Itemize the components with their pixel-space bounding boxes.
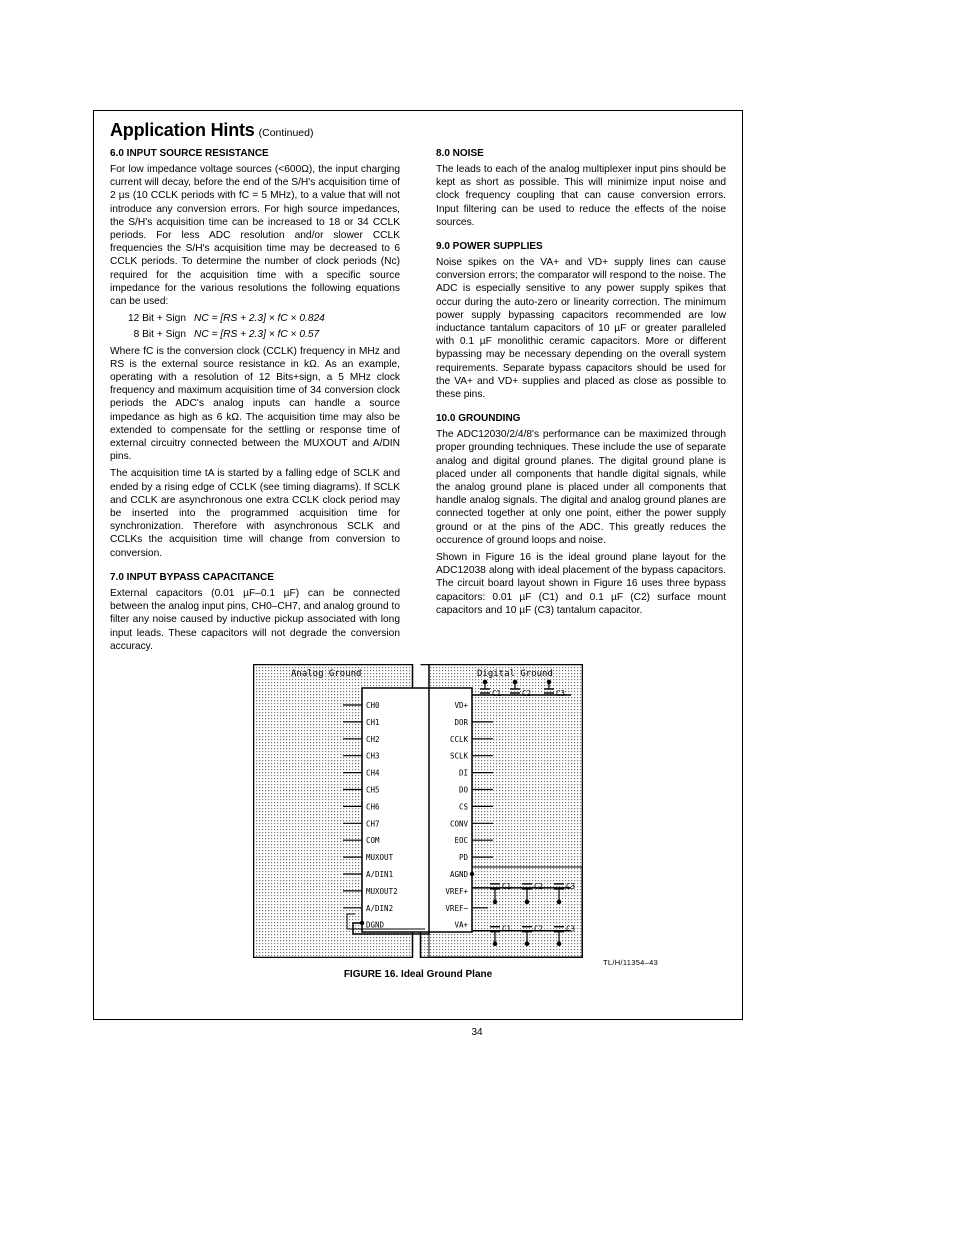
- paragraph: External capacitors (0.01 µF–0.1 µF) can be connected between the analog input pins, CH0–CH7, and analog ground to filter any noise caused by inductive pickup associated with long input leads. These capacitors will not degrade the conversion accuracy.: [110, 587, 400, 652]
- pin-label-left: CH4: [366, 768, 380, 778]
- equation-label: 8 Bit + Sign: [133, 329, 186, 341]
- pin-label-left: CH7: [366, 819, 380, 829]
- ground-plane-diagram: [253, 664, 583, 958]
- pin-label-left: A/DIN2: [366, 903, 394, 913]
- capacitor-label: C2: [534, 881, 544, 891]
- agnd-node: [470, 872, 474, 876]
- paragraph: Noise spikes on the VA+ and VD+ supply lines can cause conversion errors; the comparator will respond to the noise. The ADC is especially sensitive to any power supply spikes that occur during the auto-zero or linearity correction. The minimum power supply bypassing capacitors recommended are low inductance tantalum capacitors of 10 µF or greater paralleled with 0.1 µF monolithic ceramic capacitors. More or different bypassing may be necessary depending on the overall system requirements. Separate bypass capacitors should be used for the VA+ and VD+ supplies and placed as close as possible to these pins.: [436, 257, 726, 401]
- pin-label-left: CH2: [366, 734, 380, 744]
- pin-label-left: CH3: [366, 751, 380, 761]
- pin-label-left: A/DIN1: [366, 870, 394, 879]
- equation-label: 12 Bit + Sign: [127, 313, 186, 325]
- section-title: [110, 120, 313, 141]
- dgnd-node: [360, 921, 364, 925]
- pin-label-right: CS: [458, 802, 468, 812]
- paragraph: Where fC is the conversion clock (CCLK) frequency in MHz and RS is the external source resistance in kΩ. As an example, operating with a resolution of 12 Bits+sign, a 5 MHz clock frequency and maximum acquisition time of 34 conversion clock periods the ADC's analog inputs can handle a source impedance as high as 6 kΩ. The acquisition time may also be extended to compensate for the settling or response time of external circuitry connected between the MUXOUT and A/DIN pins.: [110, 345, 400, 463]
- capacitor-label: C2: [534, 924, 544, 934]
- analog-ground-label: Analog Ground: [291, 669, 362, 679]
- capacitor-label: C1: [502, 924, 512, 934]
- pin-label-right: SCLK: [449, 751, 468, 761]
- heading-noise: 8.0 NOISE: [436, 148, 484, 159]
- pin-label-right: PD: [458, 853, 468, 863]
- ground-via: [525, 941, 530, 946]
- title-text: Application Hints: [110, 120, 255, 140]
- pin-label-left: CH0: [366, 701, 380, 710]
- pin-label-left: MUXOUT: [366, 853, 394, 863]
- ground-via: [493, 941, 498, 946]
- ground-via: [557, 900, 562, 905]
- pin-label-right: AGND: [449, 870, 468, 879]
- ground-plane-figure: [253, 664, 583, 958]
- pin-label-left: DGND: [366, 920, 385, 930]
- equation-expression: NC = [RS + 2.3] × fC × 0.57: [194, 329, 320, 341]
- pin-label-left: CH6: [366, 802, 380, 812]
- figure-reference: TL/H/11354–43: [603, 958, 659, 967]
- capacitor-label: C3: [556, 689, 566, 698]
- ground-via: [557, 941, 562, 946]
- capacitor-label: C3: [566, 924, 576, 934]
- pin-label-left: CH1: [366, 717, 380, 727]
- pin-label-left: COM: [366, 836, 380, 846]
- pin-label-right: VREF−: [445, 903, 468, 913]
- equation-8bit: [110, 328, 400, 341]
- pin-label-right: VD+: [454, 701, 468, 710]
- pin-label-right: VREF+: [445, 886, 468, 896]
- capacitor-label: C1: [492, 689, 502, 698]
- capacitor-label: C3: [566, 881, 576, 891]
- pin-label-left: CH5: [366, 785, 380, 795]
- ground-via: [513, 680, 518, 685]
- capacitor-label: C1: [502, 881, 512, 891]
- capacitor-label: C2: [522, 689, 532, 698]
- heading-power-supplies: 9.0 POWER SUPPLIES: [436, 241, 543, 253]
- digital-ground-label: Digital Ground: [477, 669, 553, 679]
- pin-label-right: CCLK: [449, 734, 468, 744]
- equation-expression: NC = [RS + 2.3] × fC × 0.824: [194, 313, 325, 325]
- paragraph: The acquisition time tA is started by a falling edge of SCLK and ended by a rising edge of CCLK (see timing diagrams). If SCLK and CCLK are asynchronous one extra CCLK clock period may be inserted into the programmed acquisition time for synchronization. Therefore with asynchronous SCLK and CCLKs the acquisition time will change from conversion to conversion.: [110, 468, 400, 559]
- paragraph: The leads to each of the analog multiplexer input pins should be kept as short as possible. This will minimize input noise and clock frequency coupling that can cause conversion errors. Input filtering can be used to reduce the effects of the noise sources.: [436, 164, 726, 228]
- pin-label-right: VA+: [454, 920, 468, 930]
- ground-via: [483, 680, 488, 685]
- paragraph: The ADC12030/2/4/8's performance can be maximized through proper grounding techniques. These include the use of separate analog and digital ground planes. The digital ground plane is placed under all components that handle digital signals, while the analog ground plane is placed under all components that handle analog signals. The digital and analog ground planes are connected together at only one point, either the power supply ground or at the pins of the ADC. This greatly reduces the occurence of ground loops and noise.: [436, 429, 726, 546]
- paragraph: Shown in Figure 16 is the ideal ground plane layout for the ADC12038 along with ideal placement of the bypass capacitors. The circuit board layout shown in Figure 16 uses three bypass capacitors: 0.01 µF (C1) and 0.1 µF (C2) surface mount capacitors and 10 µF (C3) tantalum capacitor.: [436, 552, 726, 616]
- equation-12bit: [110, 312, 400, 325]
- paragraph: For low impedance voltage sources (<600Ω), the input charging current will decay, before the end of the S/H's acquisition time of 2 µs (10 CCLK periods with fC = 5 MHz), to a value that will not introduce any conversion errors. For high source impedances, the S/H's acquisition time can be increased to 18 or 34 CCLK periods. For less ADC resolution and/or slower CCLK frequencies the S/H's acquisition time may be decreased to 6 CCLK periods. To determine the number of clock periods (Nc) required for the acquisition time with a specific source impedance for the various resolutions the following equations can be used:: [110, 164, 400, 308]
- figure-caption: FIGURE 16. Ideal Ground Plane: [343, 969, 493, 980]
- left-column: [110, 147, 400, 657]
- pin-label-right: DI: [458, 768, 468, 778]
- pin-label-right: DOR: [454, 717, 468, 727]
- ground-via: [525, 900, 530, 905]
- heading-input-source-resistance: 6.0 INPUT SOURCE RESISTANCE: [110, 148, 269, 159]
- pin-label-left: MUXOUT2: [366, 886, 398, 896]
- heading-grounding: 10.0 GROUNDING: [436, 413, 521, 425]
- right-column: [436, 147, 726, 621]
- ground-via: [493, 900, 498, 905]
- heading-input-bypass-capacitance: 7.0 INPUT BYPASS CAPACITANCE: [110, 571, 274, 583]
- title-continued: (Continued): [258, 127, 314, 139]
- ground-via: [547, 680, 552, 685]
- pin-label-right: EOC: [454, 836, 468, 846]
- pin-label-right: DO: [458, 785, 468, 795]
- pin-label-right: CONV: [449, 819, 468, 829]
- page-number: 34: [471, 1027, 483, 1038]
